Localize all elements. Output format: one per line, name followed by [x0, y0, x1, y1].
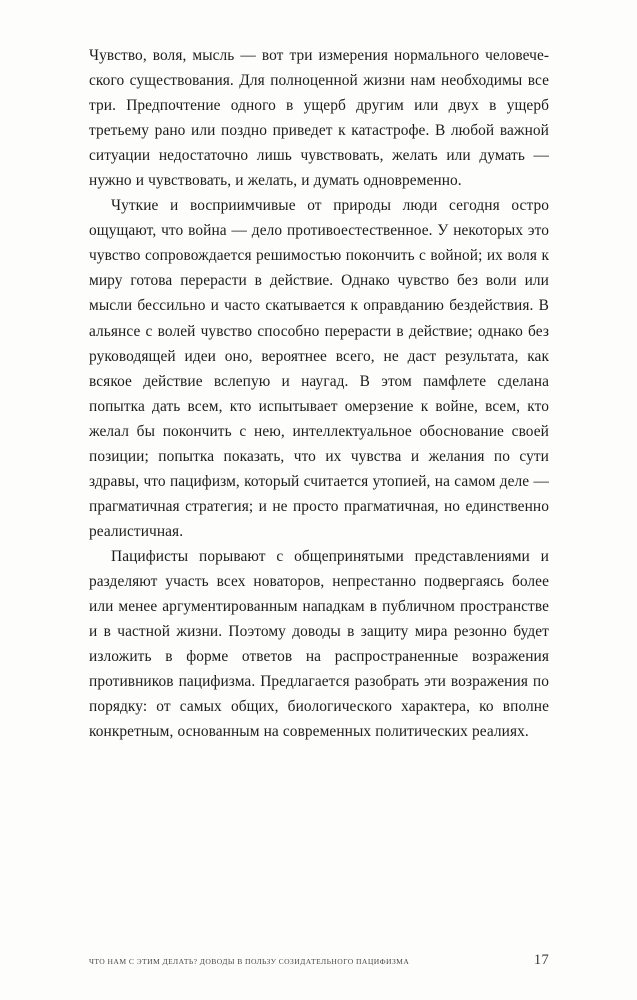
paragraph-2: Чуткие и восприимчивые от природы люди сегодня остро ощущают, что война — дело противоестественное. У некоторых это чувство сопровождается решимостью покончить с войной; их воля к миру готова перерасти в действие. Однако чувство без воли или мысли бессильно и часто скатывается к оправданию бездействия. В альянсе с волей чувство способно перерасти в действие; однако без руководящей идеи оно, вероятнее всего, не даст результата, как всякое действие вслепую и наугад. В этом памфлете сделана попытка дать всем, кто испытывает омерзение к войне, всем, кто желал бы покончить с нею, интеллектуальное обоснование своей позиции; попытка показать, что их чувства и желания по сути здравы, что пацифизм, который считается утопией, на самом деле — прагматичная стратегия; и не просто прагматичная, но единственно реалистичная.	[89, 197, 549, 540]
body-text	[89, 43, 549, 744]
paragraph-1: Чувство, воля, мысль — вот три измерения нормального человеческого существования. Для полноценной жизни нам необходимы все три. Предпочтение одного в ущерб другим или двух в ущерб третьему рано или поздно приведет к катастрофе. В любой важной ситуации недостаточно лишь чувствовать, желать или думать — нужно и чувствовать, и желать, и думать одновременно.	[89, 47, 549, 190]
page-footer	[89, 952, 549, 969]
running-head: ЧТО НАМ С ЭТИМ ДЕЛАТЬ? ДОВОДЫ В ПОЛЬЗУ СОЗИДАТЕЛЬНОГО ПАЦИФИЗМА	[89, 957, 410, 966]
page-number: 17	[533, 952, 549, 968]
paragraph-3: Пацифисты порывают с общепринятыми представлениями и разделяют участь всех новаторов, непрестанно подвергаясь более или менее аргументированным нападкам в публичном пространстве и в частной жизни. Поэтому доводы в защиту мира резонно будет изложить в форме ответов на распространенные возражения противников пацифизма. Предлагается разобрать эти возражения по порядку: от самых общих, биологического характера, ко вполне конкретным, основанным на современных политических реалиях.	[89, 547, 549, 741]
